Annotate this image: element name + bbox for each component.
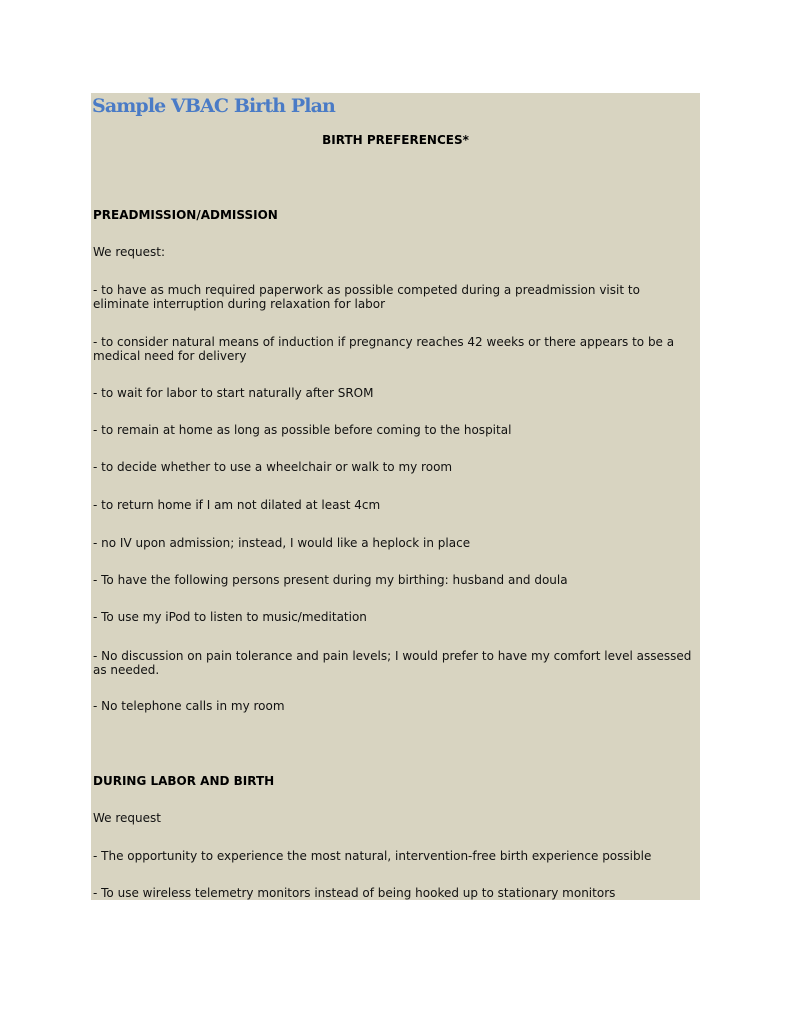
list-item: - To use wireless telemetry monitors instead of being hooked up to stationary monitors <box>93 886 616 900</box>
list-item: - to consider natural means of induction if pregnancy reaches 42 weeks or there appears to be a medical need for delivery <box>93 335 675 363</box>
list-item: - The opportunity to experience the most natural, intervention-free birth experience possible <box>93 849 652 863</box>
section-heading-labor-birth: DURING LABOR AND BIRTH <box>93 774 275 788</box>
section-heading-preadmission: PREADMISSION/ADMISSION <box>93 208 278 222</box>
list-item: - No discussion on pain tolerance and pain levels; I would prefer to have my comfort level assessed as needed. <box>93 649 692 677</box>
list-item: - to remain at home as long as possible before coming to the hospital <box>93 423 512 437</box>
list-item: - No telephone calls in my room <box>93 699 285 713</box>
list-item: - to wait for labor to start naturally after SROM <box>93 386 374 400</box>
list-item: - to decide whether to use a wheelchair or walk to my room <box>93 460 453 474</box>
list-item: - no IV upon admission; instead, I would like a heplock in place <box>93 536 471 550</box>
list-item: - to return home if I am not dilated at least 4cm <box>93 498 381 512</box>
list-item: - To have the following persons present during my birthing: husband and doula <box>93 573 568 587</box>
list-item: - To use my iPod to listen to music/meditation <box>93 610 367 624</box>
document-title: Sample VBAC Birth Plan <box>92 95 335 117</box>
section-intro: We request: <box>93 245 166 259</box>
section-intro: We request <box>93 811 161 825</box>
document-panel <box>91 93 700 900</box>
list-item: - to have as much required paperwork as possible competed during a preadmission visit to eliminate interruption during relaxation for labor <box>93 283 640 311</box>
birth-preferences-heading: BIRTH PREFERENCES* <box>322 133 469 147</box>
